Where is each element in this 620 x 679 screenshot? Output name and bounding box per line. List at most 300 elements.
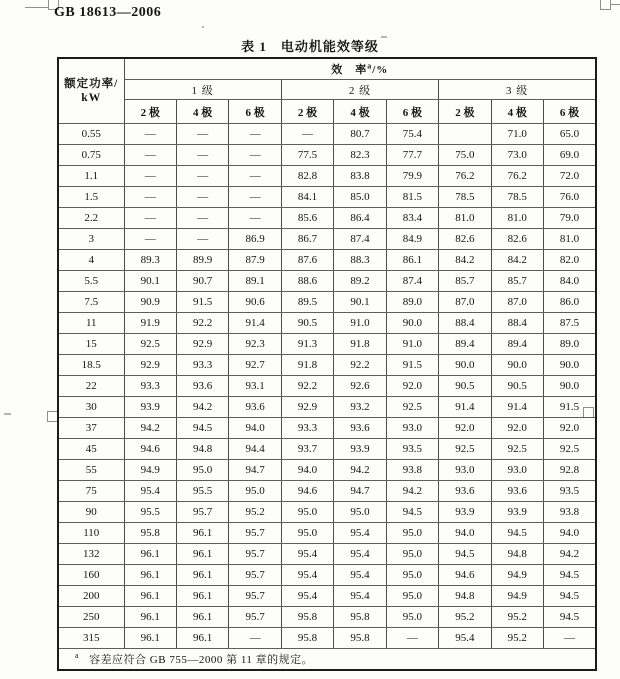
efficiency-cell: 94.0 — [544, 523, 597, 544]
efficiency-cell: 82.3 — [334, 145, 386, 166]
pole-header: 6 极 — [229, 100, 281, 124]
efficiency-cell: 90.0 — [491, 355, 543, 376]
efficiency-cell: 92.2 — [176, 313, 228, 334]
efficiency-cell: 90.5 — [281, 313, 333, 334]
efficiency-cell: 84.9 — [386, 229, 438, 250]
efficiency-cell: 92.9 — [176, 334, 228, 355]
efficiency-cell: 89.0 — [544, 334, 597, 355]
efficiency-cell: 95.0 — [281, 502, 333, 523]
table-row — [58, 586, 596, 607]
efficiency-cell: 95.0 — [229, 481, 281, 502]
efficiency-cell: 87.4 — [334, 229, 386, 250]
efficiency-cell: 94.0 — [281, 460, 333, 481]
power-cell: 30 — [58, 397, 124, 418]
efficiency-cell: 82.0 — [544, 250, 597, 271]
power-cell: 0.75 — [58, 145, 124, 166]
efficiency-cell: 93.1 — [229, 376, 281, 397]
power-cell: 15 — [58, 334, 124, 355]
table-row — [58, 523, 596, 544]
efficiency-cell: 91.9 — [124, 313, 176, 334]
efficiency-cell: 94.6 — [281, 481, 333, 502]
efficiency-cell: 92.0 — [544, 418, 597, 439]
grade-3-header: 3 级 — [439, 80, 596, 100]
table-row — [58, 439, 596, 460]
efficiency-cell: 90.0 — [439, 355, 491, 376]
efficiency-cell: 90.0 — [386, 313, 438, 334]
efficiency-cell: 93.8 — [386, 460, 438, 481]
footnote-cell — [58, 649, 596, 671]
efficiency-cell: 92.2 — [334, 355, 386, 376]
power-cell: 90 — [58, 502, 124, 523]
efficiency-cell: 92.3 — [229, 334, 281, 355]
efficiency-cell: 92.0 — [386, 376, 438, 397]
efficiency-cell: 90.7 — [176, 271, 228, 292]
power-cell: 200 — [58, 586, 124, 607]
pole-header: 2 极 — [439, 100, 491, 124]
efficiency-cell: 96.1 — [176, 565, 228, 586]
table-row — [58, 229, 596, 250]
efficiency-cell: 93.6 — [491, 481, 543, 502]
power-cell: 250 — [58, 607, 124, 628]
efficiency-cell: — — [281, 124, 333, 145]
efficiency-cell: 95.0 — [176, 460, 228, 481]
efficiency-cell: 91.5 — [386, 355, 438, 376]
power-cell: 3 — [58, 229, 124, 250]
efficiency-cell: 95.7 — [229, 565, 281, 586]
efficiency-cell: 94.2 — [334, 460, 386, 481]
efficiency-cell: 93.9 — [334, 439, 386, 460]
efficiency-cell: 81.0 — [544, 229, 597, 250]
efficiency-cell: 95.0 — [281, 523, 333, 544]
efficiency-cell: 95.2 — [229, 502, 281, 523]
crop-mark-top-right-square — [600, 0, 611, 10]
efficiency-cell: 95.0 — [386, 586, 438, 607]
power-cell: 45 — [58, 439, 124, 460]
efficiency-cell: 69.0 — [544, 145, 597, 166]
efficiency-cell: 93.3 — [124, 376, 176, 397]
efficiency-cell: 94.5 — [176, 418, 228, 439]
table-row — [58, 271, 596, 292]
power-cell: 5.5 — [58, 271, 124, 292]
efficiency-cell: — — [176, 208, 228, 229]
efficiency-cell: — — [544, 628, 597, 649]
efficiency-cell: 90.0 — [544, 376, 597, 397]
grade-2-header: 2 级 — [281, 80, 438, 100]
power-cell: 7.5 — [58, 292, 124, 313]
power-cell: 75 — [58, 481, 124, 502]
efficiency-cell: 91.8 — [334, 334, 386, 355]
efficiency-cell: 95.0 — [386, 565, 438, 586]
efficiency-cell: 90.5 — [439, 376, 491, 397]
efficiency-cell: 85.7 — [439, 271, 491, 292]
power-cell: 1.5 — [58, 187, 124, 208]
efficiency-cell: 96.1 — [124, 628, 176, 649]
efficiency-cell: 95.4 — [334, 586, 386, 607]
efficiency-cell: 92.6 — [334, 376, 386, 397]
efficiency-cell: 93.7 — [281, 439, 333, 460]
efficiency-cell: 95.0 — [386, 523, 438, 544]
efficiency-cell — [439, 124, 491, 145]
table-row — [58, 481, 596, 502]
efficiency-cell: 82.6 — [439, 229, 491, 250]
table-row — [58, 355, 596, 376]
efficiency-cell: 82.6 — [491, 229, 543, 250]
efficiency-cell: 95.8 — [281, 607, 333, 628]
efficiency-cell: 92.5 — [491, 439, 543, 460]
efficiency-cell: 95.4 — [281, 586, 333, 607]
efficiency-cell: 95.2 — [491, 628, 543, 649]
efficiency-grade-table — [57, 57, 597, 671]
power-cell: 37 — [58, 418, 124, 439]
efficiency-cell: 90.0 — [544, 355, 597, 376]
header-row-grades — [58, 80, 596, 100]
efficiency-cell: 91.5 — [544, 397, 597, 418]
efficiency-cell: 89.1 — [229, 271, 281, 292]
power-cell: 22 — [58, 376, 124, 397]
power-cell: 132 — [58, 544, 124, 565]
efficiency-cell: 93.5 — [544, 481, 597, 502]
scan-speck-left — [4, 413, 11, 415]
efficiency-cell: 93.0 — [439, 460, 491, 481]
power-cell: 4 — [58, 250, 124, 271]
efficiency-cell: 85.6 — [281, 208, 333, 229]
efficiency-cell: 90.1 — [124, 271, 176, 292]
efficiency-cell: 92.5 — [544, 439, 597, 460]
efficiency-cell: 91.8 — [281, 355, 333, 376]
efficiency-cell: 92.2 — [281, 376, 333, 397]
efficiency-cell: 94.5 — [544, 607, 597, 628]
efficiency-cell: 89.4 — [439, 334, 491, 355]
standard-code: GB 18613—2006 — [54, 5, 162, 20]
efficiency-cell: 65.0 — [544, 124, 597, 145]
efficiency-cell: 88.3 — [334, 250, 386, 271]
efficiency-cell: 96.1 — [176, 628, 228, 649]
efficiency-cell: — — [176, 166, 228, 187]
table-row — [58, 502, 596, 523]
efficiency-cell: 75.4 — [386, 124, 438, 145]
header-row-efficiency — [58, 58, 596, 80]
efficiency-cell: 83.8 — [334, 166, 386, 187]
efficiency-cell: — — [124, 208, 176, 229]
efficiency-cell: 95.0 — [334, 502, 386, 523]
efficiency-cell: 93.0 — [386, 418, 438, 439]
efficiency-cell: 91.4 — [229, 313, 281, 334]
efficiency-cell: 94.5 — [544, 565, 597, 586]
efficiency-cell: 93.6 — [229, 397, 281, 418]
efficiency-cell: 83.4 — [386, 208, 438, 229]
table-row — [58, 166, 596, 187]
efficiency-cell: 96.1 — [124, 586, 176, 607]
efficiency-cell: 89.0 — [386, 292, 438, 313]
pole-header: 6 极 — [386, 100, 438, 124]
efficiency-cell: 93.9 — [439, 502, 491, 523]
efficiency-cell: 90.9 — [124, 292, 176, 313]
efficiency-cell: 76.2 — [491, 166, 543, 187]
efficiency-cell: 92.0 — [439, 418, 491, 439]
efficiency-cell: 92.0 — [491, 418, 543, 439]
efficiency-cell: — — [386, 628, 438, 649]
efficiency-cell: 81.0 — [491, 208, 543, 229]
table-row — [58, 544, 596, 565]
power-header-line2: kW — [81, 92, 102, 104]
table-row — [58, 376, 596, 397]
efficiency-cell: 93.0 — [491, 460, 543, 481]
efficiency-cell: 95.7 — [176, 502, 228, 523]
efficiency-cell: 94.2 — [124, 418, 176, 439]
efficiency-cell: 96.1 — [124, 544, 176, 565]
pole-header: 4 极 — [176, 100, 228, 124]
efficiency-cell: 94.9 — [491, 565, 543, 586]
efficiency-cell: 76.2 — [439, 166, 491, 187]
efficiency-header — [124, 58, 596, 80]
efficiency-cell: 95.5 — [124, 502, 176, 523]
header-row-poles — [58, 100, 596, 124]
efficiency-cell: — — [124, 166, 176, 187]
efficiency-cell: 86.9 — [229, 229, 281, 250]
table-body — [58, 124, 596, 649]
efficiency-cell: 93.2 — [334, 397, 386, 418]
efficiency-cell: 93.9 — [124, 397, 176, 418]
power-cell: 0.55 — [58, 124, 124, 145]
efficiency-cell: 84.0 — [544, 271, 597, 292]
power-cell: 160 — [58, 565, 124, 586]
efficiency-cell: — — [229, 166, 281, 187]
power-cell: 315 — [58, 628, 124, 649]
table-row — [58, 250, 596, 271]
table-row — [58, 397, 596, 418]
efficiency-cell: — — [229, 628, 281, 649]
efficiency-cell: 84.1 — [281, 187, 333, 208]
efficiency-cell: 94.9 — [491, 586, 543, 607]
efficiency-cell: 91.5 — [176, 292, 228, 313]
efficiency-cell: — — [124, 124, 176, 145]
crop-mark-top-left-line — [25, 7, 48, 8]
efficiency-cell: 90.1 — [334, 292, 386, 313]
efficiency-cell: 95.2 — [491, 607, 543, 628]
efficiency-cell: 87.6 — [281, 250, 333, 271]
efficiency-cell: 82.8 — [281, 166, 333, 187]
power-cell: 18.5 — [58, 355, 124, 376]
footnote-text: 容差应符合 GB 755—2000 第 11 章的规定。 — [89, 654, 314, 666]
efficiency-cell: 84.2 — [439, 250, 491, 271]
efficiency-cell: 93.5 — [386, 439, 438, 460]
power-cell: 55 — [58, 460, 124, 481]
efficiency-cell: 96.1 — [176, 544, 228, 565]
crop-mark-top-right-line — [610, 4, 620, 5]
efficiency-cell: 95.4 — [281, 565, 333, 586]
efficiency-cell: 95.4 — [334, 544, 386, 565]
efficiency-cell: 91.3 — [281, 334, 333, 355]
efficiency-cell: 87.9 — [229, 250, 281, 271]
efficiency-cell: 79.0 — [544, 208, 597, 229]
power-cell: 2.2 — [58, 208, 124, 229]
efficiency-cell: — — [176, 229, 228, 250]
efficiency-cell: 94.8 — [176, 439, 228, 460]
table-row — [58, 187, 596, 208]
efficiency-header-text: 效 率 — [331, 64, 368, 76]
table-row — [58, 628, 596, 649]
table-row — [58, 292, 596, 313]
footnote-marker: a — [75, 651, 80, 661]
efficiency-cell: — — [124, 145, 176, 166]
power-cell: 11 — [58, 313, 124, 334]
efficiency-cell: 95.7 — [229, 523, 281, 544]
table-row — [58, 418, 596, 439]
efficiency-cell: 75.0 — [439, 145, 491, 166]
table-caption: 表 1 电动机能效等级 — [241, 39, 379, 54]
efficiency-cell: 94.9 — [124, 460, 176, 481]
efficiency-cell: 95.0 — [386, 607, 438, 628]
efficiency-cell: 89.3 — [124, 250, 176, 271]
efficiency-cell: — — [124, 229, 176, 250]
efficiency-cell: 95.7 — [229, 586, 281, 607]
efficiency-cell: 95.0 — [386, 544, 438, 565]
efficiency-cell: 73.0 — [491, 145, 543, 166]
efficiency-cell: 90.6 — [229, 292, 281, 313]
efficiency-cell: 96.1 — [124, 565, 176, 586]
pole-header: 4 极 — [491, 100, 543, 124]
efficiency-cell: 92.9 — [281, 397, 333, 418]
efficiency-cell: 92.9 — [124, 355, 176, 376]
efficiency-cell: 91.0 — [386, 334, 438, 355]
efficiency-cell: 72.0 — [544, 166, 597, 187]
efficiency-cell: 95.5 — [176, 481, 228, 502]
efficiency-cell: 89.9 — [176, 250, 228, 271]
efficiency-cell: 94.2 — [544, 544, 597, 565]
efficiency-cell: 81.5 — [386, 187, 438, 208]
efficiency-cell: 88.6 — [281, 271, 333, 292]
efficiency-cell: 71.0 — [491, 124, 543, 145]
efficiency-cell: — — [229, 208, 281, 229]
table-row — [58, 313, 596, 334]
efficiency-cell: 94.5 — [491, 523, 543, 544]
efficiency-cell: 77.7 — [386, 145, 438, 166]
efficiency-cell: 89.5 — [281, 292, 333, 313]
efficiency-cell: 89.2 — [334, 271, 386, 292]
efficiency-cell: 85.7 — [491, 271, 543, 292]
efficiency-cell: 93.3 — [176, 355, 228, 376]
efficiency-cell: 76.0 — [544, 187, 597, 208]
efficiency-cell: 94.4 — [229, 439, 281, 460]
efficiency-cell: 81.0 — [439, 208, 491, 229]
efficiency-cell: 95.4 — [281, 544, 333, 565]
efficiency-cell: 95.8 — [334, 607, 386, 628]
efficiency-cell: 91.4 — [491, 397, 543, 418]
efficiency-cell: 93.9 — [491, 502, 543, 523]
efficiency-cell: 95.8 — [334, 628, 386, 649]
grade-1-header: 1 级 — [124, 80, 281, 100]
power-header-line1: 额定功率/ — [64, 78, 119, 90]
pole-header: 2 极 — [124, 100, 176, 124]
efficiency-cell: 86.1 — [386, 250, 438, 271]
efficiency-cell: 92.5 — [124, 334, 176, 355]
efficiency-cell: 94.2 — [176, 397, 228, 418]
efficiency-cell: 94.2 — [386, 481, 438, 502]
table-row — [58, 145, 596, 166]
efficiency-cell: 94.0 — [229, 418, 281, 439]
power-column-header — [58, 58, 124, 124]
efficiency-footnote-marker: a — [367, 61, 373, 71]
efficiency-cell: 87.4 — [386, 271, 438, 292]
efficiency-cell: 79.9 — [386, 166, 438, 187]
efficiency-cell: 96.1 — [176, 523, 228, 544]
efficiency-cell: 96.1 — [176, 607, 228, 628]
power-cell: 110 — [58, 523, 124, 544]
efficiency-cell: 94.8 — [439, 586, 491, 607]
efficiency-cell: 95.8 — [281, 628, 333, 649]
efficiency-cell: 91.4 — [439, 397, 491, 418]
power-cell: 1.1 — [58, 166, 124, 187]
pole-header: 6 极 — [544, 100, 597, 124]
efficiency-cell: 94.6 — [439, 565, 491, 586]
efficiency-cell: 93.3 — [281, 418, 333, 439]
efficiency-cell: — — [176, 124, 228, 145]
efficiency-cell: 95.4 — [439, 628, 491, 649]
efficiency-cell: 90.5 — [491, 376, 543, 397]
efficiency-cell: 95.2 — [439, 607, 491, 628]
efficiency-cell: — — [229, 145, 281, 166]
efficiency-cell: 78.5 — [439, 187, 491, 208]
efficiency-cell: 93.8 — [544, 502, 597, 523]
efficiency-cell: 96.1 — [124, 607, 176, 628]
table-row — [58, 607, 596, 628]
efficiency-cell: 94.5 — [439, 544, 491, 565]
efficiency-header-unit: /% — [372, 64, 389, 76]
efficiency-cell: 86.4 — [334, 208, 386, 229]
efficiency-cell: 95.4 — [334, 523, 386, 544]
efficiency-cell: 94.0 — [439, 523, 491, 544]
pole-header: 4 极 — [334, 100, 386, 124]
efficiency-cell: 92.7 — [229, 355, 281, 376]
efficiency-cell: 95.7 — [229, 544, 281, 565]
table-header — [58, 58, 596, 124]
efficiency-cell: 94.5 — [386, 502, 438, 523]
efficiency-cell: 87.0 — [491, 292, 543, 313]
efficiency-cell: 77.5 — [281, 145, 333, 166]
table-row — [58, 460, 596, 481]
table-row — [58, 334, 596, 355]
efficiency-cell: 95.8 — [124, 523, 176, 544]
efficiency-cell: 88.4 — [491, 313, 543, 334]
efficiency-cell: 96.1 — [176, 586, 228, 607]
table-row — [58, 208, 596, 229]
efficiency-cell: 86.0 — [544, 292, 597, 313]
footnote-row — [58, 649, 596, 671]
table-row — [58, 124, 596, 145]
efficiency-cell: 94.6 — [124, 439, 176, 460]
efficiency-cell: 95.4 — [334, 565, 386, 586]
efficiency-cell: 91.0 — [334, 313, 386, 334]
efficiency-cell: 94.8 — [491, 544, 543, 565]
efficiency-cell: 84.2 — [491, 250, 543, 271]
efficiency-cell: 80.7 — [334, 124, 386, 145]
efficiency-cell: 94.5 — [544, 586, 597, 607]
table-row — [58, 565, 596, 586]
efficiency-cell: 86.7 — [281, 229, 333, 250]
efficiency-cell: 78.5 — [491, 187, 543, 208]
efficiency-cell: 92.5 — [386, 397, 438, 418]
efficiency-cell: — — [124, 187, 176, 208]
efficiency-cell: 87.5 — [544, 313, 597, 334]
scan-speck-top — [202, 26, 204, 28]
efficiency-cell: 94.7 — [229, 460, 281, 481]
efficiency-cell: 87.0 — [439, 292, 491, 313]
efficiency-cell: 94.7 — [334, 481, 386, 502]
efficiency-cell: — — [176, 145, 228, 166]
efficiency-cell: 93.6 — [439, 481, 491, 502]
efficiency-cell: 88.4 — [439, 313, 491, 334]
efficiency-cell: 85.0 — [334, 187, 386, 208]
